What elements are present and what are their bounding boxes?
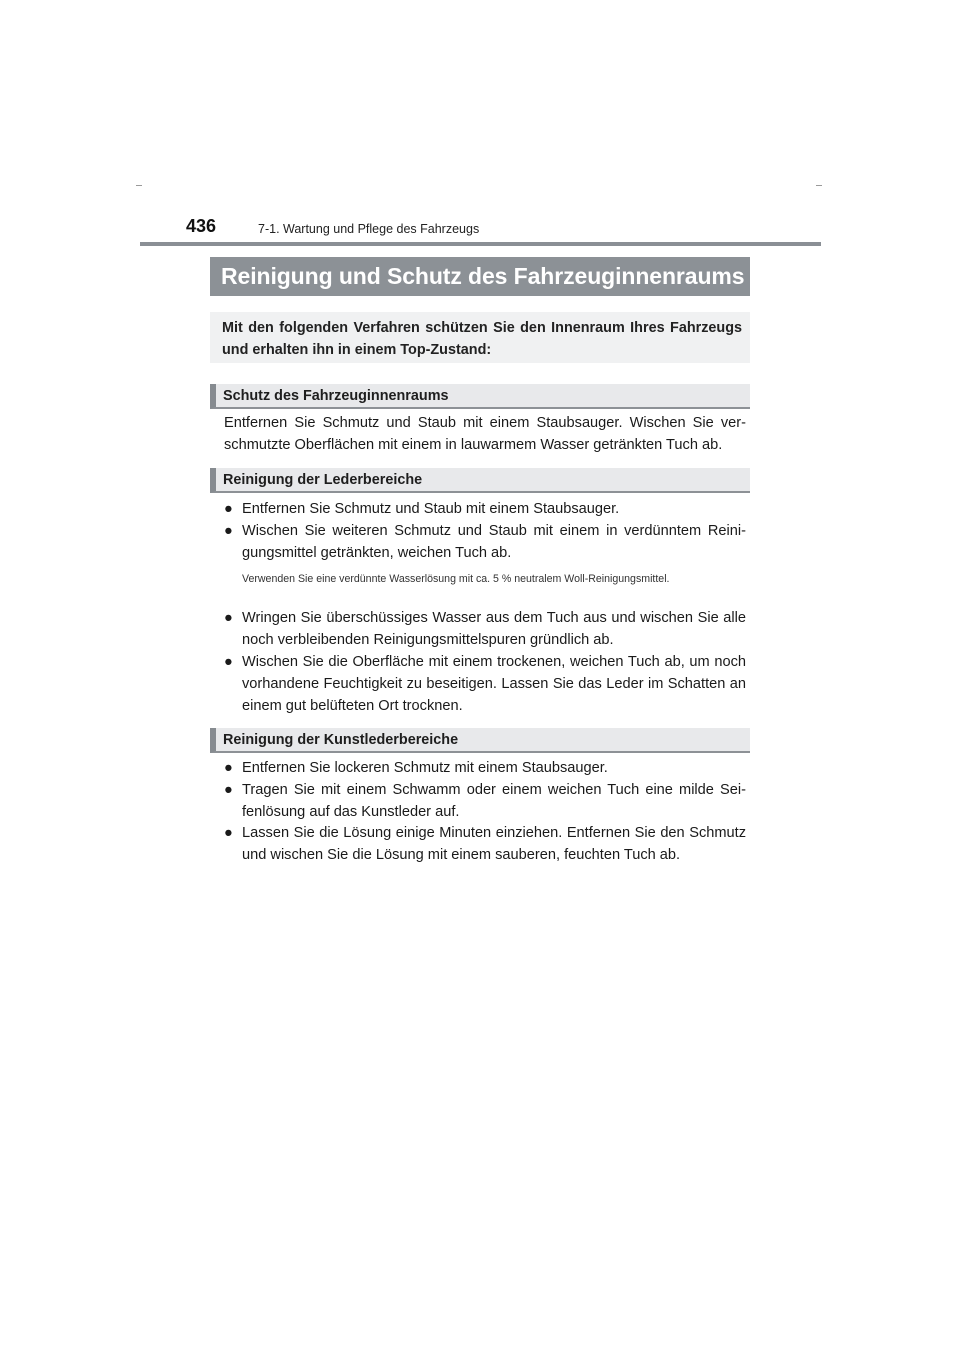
section-heading-leather: Reinigung der Lederbereiche [210, 468, 750, 493]
list-item-text: Entfernen Sie Schmutz und Staub mit einem Staubsauger. [242, 501, 620, 517]
bullet-icon: ● [224, 501, 233, 517]
crop-mark-left [136, 185, 142, 186]
list-item-text: Tragen Sie mit einem Schwamm oder einem weichen Tuch eine milde Seifenlösung auf das Kunstleder auf. [242, 782, 746, 820]
list-item-text: Wischen Sie die Oberfläche mit einem trockenen, weichen Tuch ab, um noch vorhandene Feuchtigkeit zu beseitigen. Lassen Sie das Leder im Schatten an einem gut belüfteten Ort trocknen. [242, 654, 746, 714]
section-heading-synthetic-leather: Reinigung der Kunstlederbereiche [210, 728, 750, 753]
list-item-text: Wischen Sie weiteren Schmutz und Staub mit einem in verdünntem Reinigungsmittel getränkten, weichen Tuch ab. [242, 523, 746, 561]
bullet-icon: ● [224, 610, 233, 626]
section-paragraph-protection: Entfernen Sie Schmutz und Staub mit einem Staubsauger. Wischen Sie verschmutzte Oberflächen mit einem in lauwarmem Wasser getränkten Tuch ab. [224, 415, 746, 453]
page-number: 436 [186, 216, 217, 236]
note-text: Verwenden Sie eine verdünnte Wasserlösung mit ca. 5 % neutralem Woll-Reinigungsmittel. [242, 573, 670, 585]
bullet-icon: ● [224, 782, 233, 798]
bullet-icon: ● [224, 523, 233, 539]
list-item-text: Wringen Sie überschüssiges Wasser aus dem Tuch aus und wischen Sie alle noch verbleibenden Reinigungsmittelspuren gründlich ab. [242, 610, 746, 648]
bullet-icon: ● [224, 654, 233, 670]
header-rule [140, 242, 821, 246]
running-head: 7-1. Wartung und Pflege des Fahrzeugs [258, 222, 480, 236]
list-item-text: Lassen Sie die Lösung einige Minuten einziehen. Entfernen Sie den Schmutz und wischen Sie die Lösung mit einem sauberen, feuchten Tuch ab. [242, 825, 746, 863]
crop-mark-right [816, 185, 822, 186]
bullet-icon: ● [224, 760, 233, 776]
intro-box: Mit den folgenden Verfahren schützen Sie den Innenraum Ihres Fahrzeugs und erhalten ihn in einem Top-Zustand: [210, 312, 750, 363]
section-heading-protection: Schutz des Fahrzeuginnenraums [210, 384, 750, 409]
page-title: Reinigung und Schutz des Fahrzeuginnenraums [210, 257, 750, 296]
bullet-icon: ● [224, 825, 233, 841]
list-item-text: Entfernen Sie lockeren Schmutz mit einem Staubsauger. [242, 760, 608, 776]
